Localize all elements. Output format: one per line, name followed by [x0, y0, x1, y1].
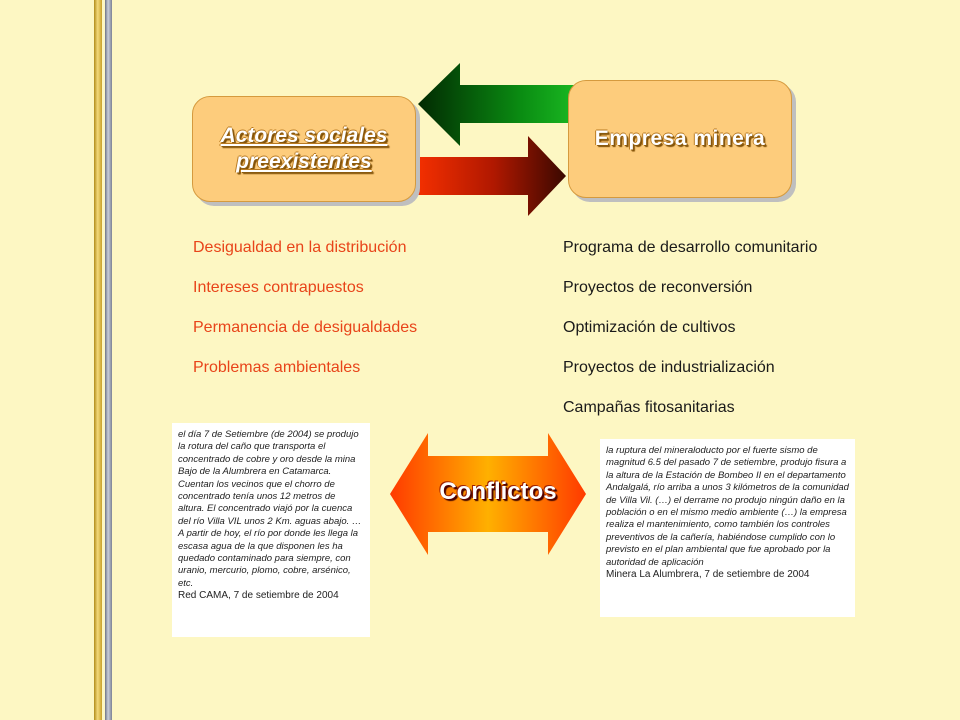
list-item: Proyectos de reconversión	[563, 279, 753, 296]
list-item: Campañas fitosanitarias	[563, 399, 735, 416]
actors-box-line2: preexistentes	[236, 150, 372, 173]
list-item: Permanencia de desigualdades	[193, 319, 418, 336]
program-list	[563, 238, 817, 438]
inequality-list	[193, 238, 417, 398]
company-quote-note	[600, 439, 855, 617]
arrow-actors-to-company	[405, 136, 566, 216]
company-box-label: Empresa minera	[594, 127, 766, 150]
list-item: Programa de desarrollo comunitario	[563, 239, 818, 256]
note-source: Minera La Alumbrera, 7 de setiembre de 2004	[606, 569, 810, 581]
note-quote: la ruptura del mineraloducto por el fuerte sismo de magnitud 6.5 del pasado 7 de setiembre, produjo fisura a la altura de la Estación de Bombeo II en el departamento Andalgalá, río arriba a unos 3 kilómetros de la comunidad de Villa Vil. (…) el derrame no produjo ningún daño en la población o en el mismo medio ambiente (…) la empresa realiza el mantenimiento, como también los controles preventivos de la cañería, habiéndose cumplido con lo previsto en el plan ambiental que fue aprobado por la autoridad de aplicación	[606, 445, 849, 568]
list-item: Intereses contrapuestos	[193, 279, 364, 296]
company-box	[568, 80, 792, 198]
conflict-label: Conflictos	[439, 478, 557, 505]
list-item: Proyectos de industrialización	[563, 359, 775, 376]
actors-box-line1: Actores sociales	[220, 124, 388, 147]
list-item: Problemas ambientales	[193, 359, 361, 376]
note-quote: el día 7 de Setiembre (de 2004) se produjo la rotura del caño que transporta el concentrado de cobre y oro desde la mina Bajo de la Alumbrera en Catamarca. Cuentan los vecinos que el chorro de concentrado tenía unos 12 metros de altura. El concentrado viajó por la cuenca del río Villa VIL unos 2 Km. aguas abajo. …A partir de hoy, el río por donde les llega la escasa agua de la que disponen les ha quedado contaminado para siempre, con uranio, mercurio, plomo, cobre, arsénico, etc.	[178, 429, 362, 589]
actors-box	[192, 96, 416, 202]
list-item: Optimización de cultivos	[563, 319, 736, 336]
list-item: Desigualdad en la distribución	[193, 239, 407, 256]
community-quote-note	[172, 423, 370, 637]
note-source: Red CAMA, 7 de setiembre de 2004	[178, 590, 339, 602]
